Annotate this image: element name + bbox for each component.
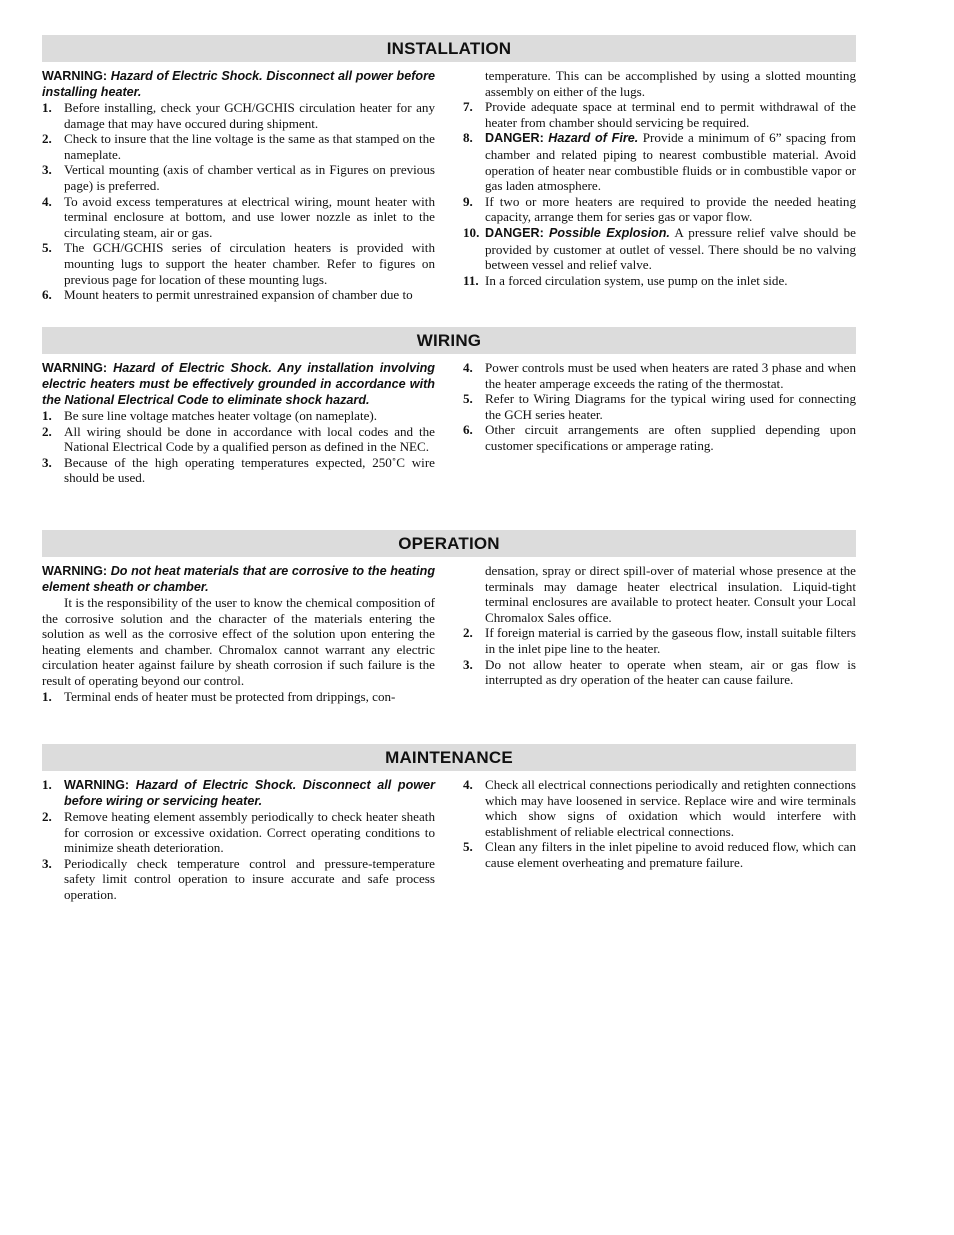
item-number: 9. bbox=[463, 193, 473, 209]
list-item bbox=[463, 99, 856, 130]
operation-heading: OPERATION bbox=[42, 530, 856, 557]
warning-text: Hazard of Electric Shock. Disconnect all power before installing heater. bbox=[42, 69, 435, 99]
item-text: Be sure line voltage matches heater voltage (on nameplate). bbox=[64, 408, 378, 423]
list-item bbox=[42, 408, 435, 424]
list-item bbox=[463, 625, 856, 656]
wiring-right-column bbox=[463, 360, 856, 486]
list-item bbox=[463, 360, 856, 391]
list-item bbox=[463, 194, 856, 225]
item-text: Mount heaters to permit unrestrained expansion of chamber due to bbox=[64, 287, 413, 303]
list-item bbox=[42, 100, 435, 131]
list-item bbox=[42, 689, 435, 705]
list-item bbox=[463, 422, 856, 453]
item-text: Refer to Wiring Diagrams for the typical wiring used for connecting the GCH series heater. bbox=[485, 391, 856, 422]
maintenance-section bbox=[42, 744, 856, 903]
warning-text: Hazard of Electric Shock. Any installation involving electric heaters must be effectively grounded in accordance with the National Electrical Code to eliminate shock hazard. bbox=[42, 361, 435, 407]
item-text: Do not allow heater to operate when steam, air or gas flow is interrupted as dry operation of the heater can cause failure. bbox=[485, 656, 856, 688]
item-text: To avoid excess temperatures at electrical wiring, mount heater with terminal enclosure at bottom, and use lower nozzle as inlet to the circulating steam, air or gas. bbox=[64, 193, 435, 240]
item-number: 3. bbox=[42, 454, 52, 470]
danger-label: DANGER: bbox=[485, 225, 544, 240]
danger-item bbox=[485, 225, 856, 273]
item-text: All wiring should be done in accordance with local codes and the National Electrical Code by a qualified person as defined in the NEC. bbox=[64, 423, 435, 455]
item-text: Check to insure that the line voltage is the same as that stamped on the nameplate. bbox=[64, 131, 435, 162]
item-number: 2. bbox=[42, 809, 52, 824]
item-number: 1. bbox=[42, 688, 52, 704]
item-number: 4. bbox=[42, 193, 52, 209]
danger-hazard: Possible Explosion. bbox=[548, 225, 670, 240]
maintenance-left-column bbox=[42, 777, 435, 903]
item-text: A pressure relief valve should be provided by customer at outlet of vessel. There should be no valving between vessel and relief valve. bbox=[485, 224, 856, 273]
list-item bbox=[463, 130, 856, 193]
item-number: 1. bbox=[42, 100, 52, 115]
item-number: 6. bbox=[463, 422, 473, 438]
danger-item bbox=[485, 130, 856, 193]
list-item bbox=[42, 240, 435, 287]
list-item bbox=[463, 391, 856, 422]
item-number: 5. bbox=[463, 391, 473, 407]
item-number: 4. bbox=[463, 360, 473, 375]
item-number: 5. bbox=[463, 839, 473, 855]
warning-label: WARNING: bbox=[42, 564, 108, 578]
warning-label: WARNING: bbox=[42, 69, 108, 83]
list-item bbox=[42, 455, 435, 486]
list-item bbox=[42, 194, 435, 241]
list-item bbox=[42, 131, 435, 162]
list-item bbox=[463, 777, 856, 839]
warning-text: Hazard of Electric Shock. Disconnect all power before wiring or servicing heater. bbox=[64, 778, 435, 808]
list-item bbox=[42, 162, 435, 193]
item-text: If foreign material is carried by the gaseous flow, install suitable filters in the inlet pipe line to the heater. bbox=[485, 625, 856, 656]
item-number: 3. bbox=[42, 162, 52, 178]
item-text: In a forced circulation system, use pump on the inlet side. bbox=[485, 272, 788, 288]
wiring-heading: WIRING bbox=[42, 327, 856, 354]
operation-right-column bbox=[463, 563, 856, 704]
danger-hazard: Hazard of Fire. bbox=[548, 131, 639, 146]
item-number: 5. bbox=[42, 240, 52, 256]
item-text: Other circuit arrangements are often supplied depending upon customer specifications or amperage rating. bbox=[485, 422, 856, 453]
installation-heading: INSTALLATION bbox=[42, 35, 856, 62]
warning-item bbox=[64, 777, 435, 809]
warning-label: WARNING: bbox=[64, 778, 130, 792]
item-continuation: temperature. This can be accomplished by using a slotted mounting assembly on either of the lugs. bbox=[485, 68, 856, 99]
item-text: Power controls must be used when heaters are rated 3 phase and when the heater amperage exceeds the rating of the thermostat. bbox=[485, 360, 856, 391]
warning-text: Do not heat materials that are corrosive to the heating element sheath or chamber. bbox=[42, 564, 436, 594]
item-text: Periodically check temperature control and pressure-temperature safety limit control operation to insure accurate and safe process operation. bbox=[64, 855, 435, 902]
item-number: 3. bbox=[42, 855, 52, 871]
item-number: 4. bbox=[463, 777, 473, 792]
maintenance-heading: MAINTENANCE bbox=[42, 744, 856, 771]
item-number: 2. bbox=[463, 625, 473, 641]
installation-left-column bbox=[42, 68, 435, 303]
installation-warning bbox=[42, 68, 435, 100]
wiring-section bbox=[42, 327, 856, 486]
item-text: Vertical mounting (axis of chamber vertical as in Figures on previous page) is preferred. bbox=[64, 162, 435, 193]
item-number: 11. bbox=[463, 272, 479, 288]
item-number: 1. bbox=[42, 777, 52, 792]
item-number: 2. bbox=[42, 131, 52, 147]
wiring-left-column bbox=[42, 360, 435, 486]
danger-label: DANGER: bbox=[485, 131, 544, 146]
item-text: Terminal ends of heater must be protected from drippings, con- bbox=[64, 688, 396, 704]
item-text: If two or more heaters are required to provide the needed heating capacity, arrange them for series gas or vapor flow. bbox=[485, 193, 856, 225]
item-number: 10. bbox=[463, 224, 480, 240]
list-item bbox=[42, 287, 435, 303]
installation-section bbox=[42, 35, 856, 303]
item-text: Check all electrical connections periodically and retighten connections which may have loosened in service. Replace wire and wire terminals which show signs of oxidation which would interfere with establishment of reliable electrical connections. bbox=[485, 777, 856, 839]
maintenance-right-column bbox=[463, 777, 856, 903]
item-text: Remove heating element assembly periodically to check heater sheath for corrosion or excessive oxidation. Correct operating conditions to minimize sheath deterioration. bbox=[64, 809, 435, 856]
list-item bbox=[42, 809, 435, 856]
item-text: The GCH/GCHIS series of circulation heaters is provided with mounting lugs to support the heater chamber. Refer to figures on previous page for location of these mounting lugs. bbox=[64, 240, 435, 287]
item-number: 6. bbox=[42, 287, 52, 303]
item-continuation: densation, spray or direct spill-over of material whose presence at the terminals may damage heater electrical insulation. Liquid-tight terminal enclosures are available to protect heater. Consult your Local Chromalox Sales office. bbox=[485, 563, 856, 625]
item-number: 7. bbox=[463, 99, 473, 115]
list-item bbox=[463, 273, 856, 289]
list-item bbox=[42, 856, 435, 903]
wiring-warning bbox=[42, 360, 435, 408]
item-number: 3. bbox=[463, 656, 473, 672]
item-text: Before installing, check your GCH/GCHIS circulation heater for any damage that may have occured during shipment. bbox=[64, 100, 435, 131]
list-item bbox=[42, 424, 435, 455]
operation-warning bbox=[42, 563, 435, 595]
item-text: Provide adequate space at terminal end to permit withdrawal of the heater from chamber should servicing be required. bbox=[485, 99, 856, 130]
installation-right-column bbox=[463, 68, 856, 303]
list-item bbox=[42, 777, 435, 809]
item-text: Provide a minimum of 6” spacing from chamber and related piping to nearest combustible material. Avoid operation of heater near combustible fluids or in combustible vapor or gas laden atmosphere. bbox=[485, 130, 856, 194]
operation-left-column bbox=[42, 563, 435, 704]
item-number: 2. bbox=[42, 423, 52, 439]
operation-paragraph: It is the responsibility of the user to know the chemical composition of the corrosive solution and the character of the materials entering the solution as well as the corrosive effect of the solution upon entering the heating elements and chamber. Chromalox cannot warrant any electric circulation heater against failure by sheath corrosion if such failure is the result of operating beyond our control. bbox=[42, 595, 435, 688]
list-item bbox=[463, 225, 856, 273]
item-text: Because of the high operating temperatures expected, 250˚C wire should be used. bbox=[64, 454, 435, 486]
item-number: 1. bbox=[42, 408, 52, 423]
list-item bbox=[463, 657, 856, 688]
list-item bbox=[463, 839, 856, 870]
item-text: Clean any filters in the inlet pipeline to avoid reduced flow, which can cause element overheating and premature failure. bbox=[485, 839, 856, 870]
item-number: 8. bbox=[463, 130, 473, 146]
operation-section bbox=[42, 530, 856, 704]
warning-label: WARNING: bbox=[42, 361, 108, 375]
